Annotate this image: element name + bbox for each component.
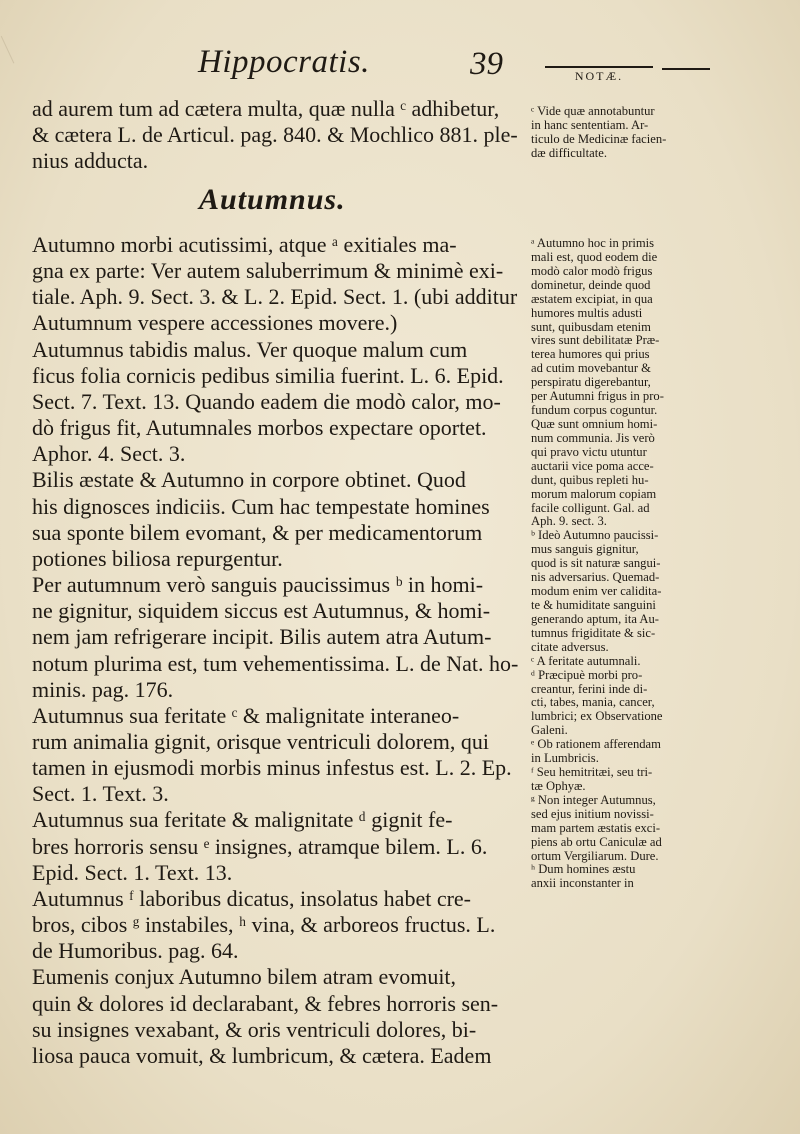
notes-heading: NOTÆ.: [545, 66, 653, 84]
note-line: piens ab ortu Caniculæ ad: [531, 834, 662, 849]
note-line: anxii inconstanter in: [531, 876, 634, 891]
note-line: mus sanguis gignitur,: [531, 542, 639, 557]
main-text: [32, 232, 527, 1069]
text-line: his dignosces indiciis. Cum hac tempestate homines: [32, 493, 490, 519]
note-line: in hanc sententiam. Ar-: [531, 118, 649, 132]
note-line: modum enim ver calidita-: [531, 584, 662, 599]
note-line: vires sunt debilitatæ Præ-: [531, 333, 660, 348]
intro-text: [32, 96, 527, 175]
text-line: Autumnus ᶠ laboribus dicatus, insolatus habet cre-: [32, 885, 472, 911]
note-line: generando aptum, ita Au-: [531, 611, 659, 626]
text-line: Autumnus tabidis malus. Ver quoque malum cum: [32, 336, 468, 362]
note-line: dunt, quibus repleti hu-: [531, 472, 649, 487]
note-line: ᵉ Ob rationem afferendam: [531, 737, 661, 752]
text-line: nem jam refrigerare incipit. Bilis autem atra Autum-: [32, 624, 492, 650]
note-line: sunt, quibusdam etenim: [531, 319, 651, 334]
text-line: Eumenis conjux Autumno bilem atram evomuit,: [32, 964, 457, 990]
page-header: [0, 44, 800, 84]
text-line: Autumnum vespere accessiones movere.): [32, 310, 398, 336]
text-line: bres horroris sensu ᵉ insignes, atramque bilem. L. 6.: [32, 833, 488, 859]
note-line: ᵇ Ideò Autumno paucissi-: [531, 528, 659, 543]
note-line: mam partem æstatis exci-: [531, 820, 661, 835]
text-line: Sect. 7. Text. 13. Quando eadem die modò calor, mo-: [32, 388, 501, 414]
text-line: ne gignitur, siquidem siccus est Autumnus, & homi-: [32, 598, 491, 624]
note-line: dominetur, deinde quod: [531, 277, 651, 292]
note-line: Galeni.: [531, 723, 568, 738]
note-line: tæ Ophyæ.: [531, 778, 586, 793]
text-line: ficus folia cornicis pedibus similia fuerint. L. 6. Epid.: [32, 362, 504, 388]
note-line: qui pravo victu utuntur: [531, 444, 647, 459]
note-line: creantur, ferini inde di-: [531, 681, 648, 696]
text-line: quin & dolores id declarabant, & febres horroris sen-: [32, 990, 499, 1016]
text-line: Aphor. 4. Sect. 3.: [32, 441, 186, 467]
text-line: sua sponte bilem evomant, & per medicamentorum: [32, 519, 483, 545]
note-line: perspiratu digerebantur,: [531, 375, 651, 390]
note-line: fundum corpus coguntur.: [531, 403, 658, 418]
text-line: rum animalia gignit, orisque ventriculi dolorem, qui: [32, 728, 490, 754]
note-line: lumbrici; ex Observatione: [531, 709, 663, 724]
text-line: Autumnus sua feritate ᶜ & malignitate interaneo-: [32, 702, 460, 728]
text-line: Autumno morbi acutissimi, atque ᵃ exitiales ma-: [32, 232, 457, 257]
text-line: de Humoribus. pag. 64.: [32, 938, 239, 964]
note-line: ticulo de Medicinæ facien-: [531, 132, 667, 146]
text-line: Bilis æstate & Autumno in corpore obtinet. Quod: [32, 467, 466, 493]
text-line: tiale. Aph. 9. Sect. 3. & L. 2. Epid. Sect. 1. (ubi additur: [32, 284, 518, 310]
note-line: cti, tabes, mania, cancer,: [531, 695, 655, 710]
text-line: su insignes vexabant, & oris ventriculi dolores, bi-: [32, 1016, 477, 1042]
note-line: te & humiditate sanguini: [531, 597, 656, 612]
top-note: [531, 104, 711, 160]
intro-line: nius adducta.: [32, 148, 149, 174]
intro-line: & cætera L. de Articul. pag. 840. & Mochlico 881. ple-: [32, 122, 518, 148]
note-line: ᵍ Non integer Autumnus,: [531, 792, 656, 807]
page-number: 39: [470, 46, 503, 82]
note-line: morum malorum copiam: [531, 486, 657, 501]
text-line: bros, cibos ᵍ instabiles, ʰ vina, & arboreos fructus. L.: [32, 912, 496, 938]
note-line: Quæ sunt omnium homi-: [531, 416, 658, 431]
text-line: Per autumnum verò sanguis paucissimus ᵇ in homi-: [32, 572, 484, 598]
section-title: Autumnus.: [199, 183, 346, 216]
note-line: quod is sit naturæ sangui-: [531, 556, 661, 571]
text-line: liosa pauca vomuit, & lumbricum, & cætera. Eadem: [32, 1042, 492, 1068]
note-line: sed ejus initium novissi-: [531, 806, 654, 821]
note-line: ᶜ A feritate autumnali.: [531, 653, 641, 668]
note-line: ad cutim movebantur &: [531, 361, 651, 376]
text-line: minis. pag. 176.: [32, 676, 174, 702]
note-line: citate adversus.: [531, 639, 609, 654]
note-line: nis adversarius. Quemad-: [531, 570, 660, 585]
text-line: gna ex parte: Ver autem saluberrimum & minimè exi-: [32, 258, 504, 284]
note-line: ᵈ Præcipuè morbi pro-: [531, 667, 643, 682]
note-line: tumnus frigiditate & sic-: [531, 625, 656, 640]
note-line: humores multis adusti: [531, 305, 643, 320]
note-line: per Autumni frigus in pro-: [531, 389, 664, 404]
note-line: auctarii vice poma acce-: [531, 458, 654, 473]
note-line: ᶜ Vide quæ annotabuntur: [531, 104, 655, 118]
intro-line: ad aurem tum ad cætera multa, quæ nulla ᶜ adhibetur,: [32, 96, 500, 121]
note-line: modò calor modò frigus: [531, 263, 653, 278]
text-line: potiones biliosa repurgentur.: [32, 545, 283, 571]
note-line: mali est, quod eodem die: [531, 249, 658, 264]
note-line: in Lumbricis.: [531, 751, 599, 766]
running-head: Hippocratis.: [198, 44, 370, 80]
note-line: facile colligunt. Gal. ad: [531, 500, 650, 515]
note-line: ᶠ Seu hemitritæi, seu tri-: [531, 765, 653, 780]
note-line: terea humores qui prius: [531, 347, 650, 362]
text-line: dò frigus fit, Autumnales morbos expectare oportet.: [32, 415, 487, 441]
text-line: Epid. Sect. 1. Text. 13.: [32, 859, 233, 885]
text-line: tamen in ejusmodi morbis minus infestus est. L. 2. Ep.: [32, 755, 512, 781]
note-line: dæ difficultate.: [531, 146, 608, 160]
note-line: æstatem excipiat, in qua: [531, 291, 653, 306]
note-line: num communia. Jis verò: [531, 430, 655, 445]
text-line: notum plurima est, tum vehementissima. L. de Nat. ho-: [32, 650, 519, 676]
text-line: Sect. 1. Text. 3.: [32, 781, 169, 807]
header-rule: [662, 68, 710, 70]
margin-notes: [531, 237, 711, 891]
note-line: ʰ Dum homines æstu: [531, 862, 636, 877]
note-line: ᵃ Autumno hoc in primis: [531, 236, 655, 250]
note-line: ortum Vergiliarum. Dure.: [531, 848, 659, 863]
note-line: Aph. 9. sect. 3.: [531, 514, 607, 529]
text-line: Autumnus sua feritate & malignitate ᵈ gignit fe-: [32, 807, 453, 833]
